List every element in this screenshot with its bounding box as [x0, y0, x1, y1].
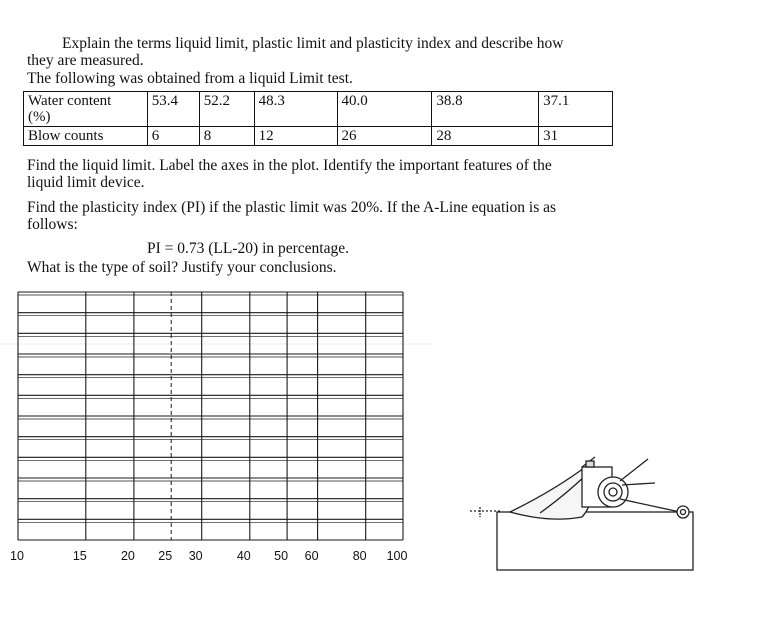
- water-content-cell: 48.3: [254, 92, 337, 127]
- blow-count-cell: 12: [254, 127, 337, 146]
- x-tick-label: 30: [188, 549, 203, 563]
- water-content-cell: 38.8: [432, 92, 539, 127]
- find-line-1: Find the liquid limit. Label the axes in the plot. Identify the important features of the: [27, 157, 552, 174]
- water-content-label: [24, 92, 148, 127]
- device-base: [497, 512, 693, 570]
- blow-count-cell: 28: [432, 127, 539, 146]
- blow-count-cell: 6: [147, 127, 199, 146]
- x-tick-label: 50: [274, 549, 289, 563]
- water-content-cell: 40.0: [337, 92, 432, 127]
- cam-wheel: [598, 477, 628, 507]
- find-line-2: liquid limit device.: [27, 174, 145, 191]
- a-line-equation: PI = 0.73 (LL-20) in percentage.: [147, 240, 349, 257]
- brass-cup: [510, 465, 592, 519]
- blow-count-row: [24, 127, 613, 146]
- water-content-row: [24, 92, 613, 127]
- x-axis-tick-labels: [10, 549, 407, 563]
- x-tick-label: 80: [352, 549, 367, 563]
- blow-count-cell: 31: [539, 127, 613, 146]
- intro-line-2: they are measured.: [27, 52, 144, 69]
- find-line-4: follows:: [27, 216, 78, 233]
- x-tick-label: 25: [158, 549, 173, 563]
- water-content-cell: 37.1: [539, 92, 613, 127]
- water-content-label-text: Water content: [28, 93, 112, 109]
- linkage-rod: [622, 483, 655, 485]
- crank-arm: [620, 499, 680, 512]
- water-content-unit: (%): [28, 109, 51, 125]
- grid-lines: [18, 292, 403, 540]
- liquid-limit-table: [23, 91, 613, 146]
- water-content-cell: 53.4: [147, 92, 199, 127]
- liquid-limit-device-illustration: [470, 455, 730, 575]
- intro-line-3: The following was obtained from a liquid Limit test.: [27, 70, 353, 87]
- x-tick-label: 60: [304, 549, 319, 563]
- water-content-cell: 52.2: [199, 92, 254, 127]
- crank-knob: [677, 506, 689, 518]
- blow-count-cell: 8: [199, 127, 254, 146]
- soil-type-question: What is the type of soil? Justify your conclusions.: [27, 259, 337, 276]
- x-tick-label: 40: [236, 549, 251, 563]
- x-tick-label: 10: [10, 549, 24, 563]
- x-tick-label: 20: [120, 549, 135, 563]
- find-line-3: Find the plasticity index (PI) if the plastic limit was 20%. If the A-Line equation is as: [27, 199, 557, 216]
- x-tick-label: 15: [72, 549, 87, 563]
- upper-linkage: [620, 459, 648, 481]
- blow-count-cell: 26: [337, 127, 432, 146]
- x-tick-label: 100: [386, 549, 408, 563]
- intro-line-1: Explain the terms liquid limit, plastic limit and plasticity index and describe how: [62, 35, 564, 52]
- blow-count-label: Blow counts: [24, 127, 148, 146]
- frame-screw: [586, 461, 594, 467]
